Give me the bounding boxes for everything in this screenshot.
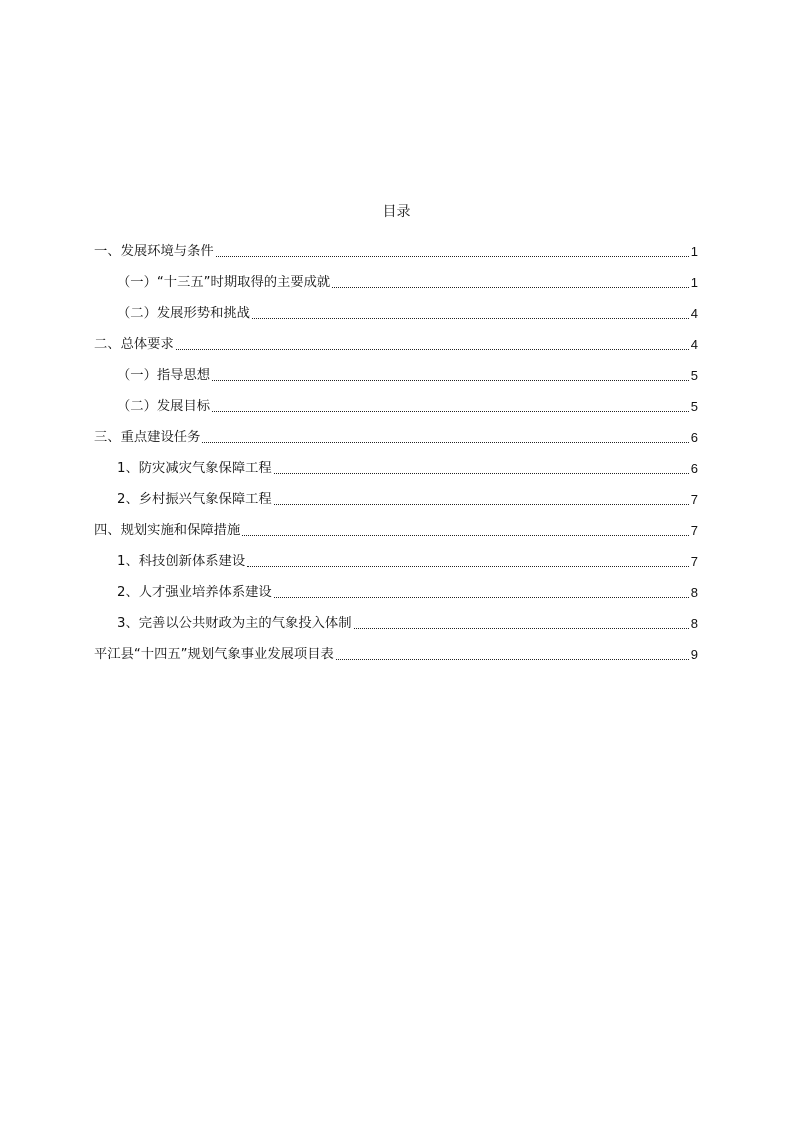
toc-entry-label: 三、重点建设任务 (94, 430, 201, 445)
toc-dot-leader (242, 534, 689, 536)
toc-entry-page: 7 (690, 523, 698, 538)
toc-entry[interactable] (94, 326, 698, 357)
toc-dot-leader (354, 627, 689, 629)
toc-entry-label: 3、完善以公共财政为主的气象投入体制 (117, 616, 352, 631)
toc-dot-leader (274, 503, 689, 505)
toc-entry-label: 四、规划实施和保障措施 (94, 523, 241, 538)
toc-entry-label: （一）指导思想 (117, 368, 211, 383)
toc-entry-label: 1、科技创新体系建设 (117, 554, 246, 569)
toc-entry-label: （二）发展目标 (117, 399, 211, 414)
toc-entry-page: 6 (690, 461, 698, 476)
toc-entry-page: 5 (690, 368, 698, 383)
toc-entry[interactable] (94, 512, 698, 543)
toc-dot-leader (332, 286, 689, 288)
toc-entry[interactable] (94, 481, 698, 512)
toc-entry-label: 平江县“十四五”规划气象事业发展项目表 (94, 647, 334, 662)
toc-entry[interactable] (94, 605, 698, 636)
toc-entry-page: 4 (690, 306, 698, 321)
toc-entry-page: 4 (690, 337, 698, 352)
toc-entry[interactable] (94, 636, 698, 667)
toc-entry-page: 5 (690, 399, 698, 414)
toc-entry-label: 一、发展环境与条件 (94, 244, 214, 259)
toc-dot-leader (212, 410, 689, 412)
toc-entry-label: 1、防灾减灾气象保障工程 (117, 461, 272, 476)
toc-entry[interactable] (94, 419, 698, 450)
toc-dot-leader (216, 255, 689, 257)
toc-entry-page: 8 (690, 616, 698, 631)
toc-entry[interactable] (94, 450, 698, 481)
toc-entry-page: 7 (690, 554, 698, 569)
toc-entry[interactable] (94, 264, 698, 295)
toc-dot-leader (274, 472, 689, 474)
toc-entry-page: 9 (690, 647, 698, 662)
toc-dot-leader (274, 596, 689, 598)
toc-entry-page: 1 (690, 244, 698, 259)
toc-entry-label: 2、人才强业培养体系建设 (117, 585, 272, 600)
toc-entry-page: 7 (690, 492, 698, 507)
toc-dot-leader (212, 379, 689, 381)
toc-dot-leader (176, 348, 689, 350)
toc-entry[interactable] (94, 295, 698, 326)
toc-entry[interactable] (94, 543, 698, 574)
toc-entry[interactable] (94, 233, 698, 264)
table-of-contents (94, 233, 698, 667)
toc-entry[interactable] (94, 574, 698, 605)
toc-entry-page: 1 (690, 275, 698, 290)
toc-entry-label: （二）发展形势和挑战 (117, 306, 250, 321)
toc-entry[interactable] (94, 388, 698, 419)
toc-dot-leader (336, 658, 689, 660)
toc-entry-label: 二、总体要求 (94, 337, 174, 352)
toc-dot-leader (247, 565, 689, 567)
toc-entry-page: 6 (690, 430, 698, 445)
toc-title: 目录 (382, 204, 411, 220)
toc-dot-leader (252, 317, 689, 319)
toc-entry-page: 8 (690, 585, 698, 600)
toc-dot-leader (202, 441, 688, 443)
toc-entry-label: 2、乡村振兴气象保障工程 (117, 492, 272, 507)
toc-entry[interactable] (94, 357, 698, 388)
toc-entry-label: （一）“十三五”时期取得的主要成就 (117, 275, 331, 290)
